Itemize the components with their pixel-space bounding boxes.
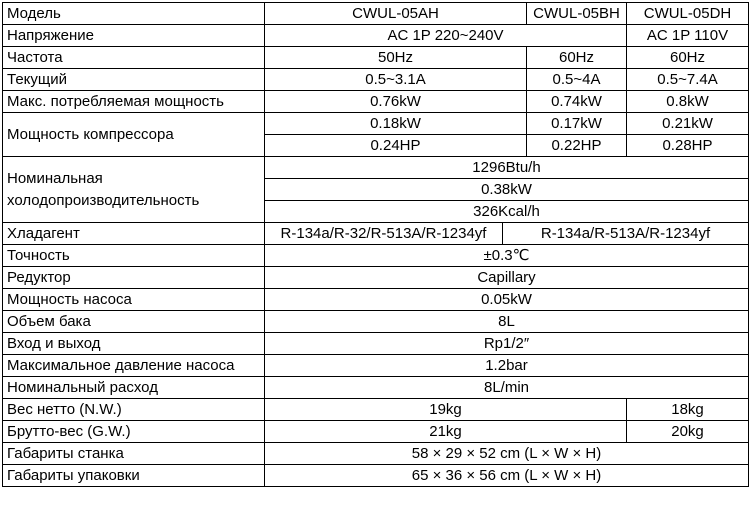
gross-weight-d: 20kg bbox=[627, 421, 749, 443]
row-pump-power bbox=[3, 289, 749, 311]
label-reducer: Редуктор bbox=[3, 267, 265, 289]
label-package-dims: Габариты упаковки bbox=[3, 465, 265, 487]
compressor-kw-d: 0.21kW bbox=[627, 113, 749, 135]
row-package-dims bbox=[3, 465, 749, 487]
label-flow: Номинальный расход bbox=[3, 377, 265, 399]
row-net-weight bbox=[3, 399, 749, 421]
compressor-kw-a: 0.18kW bbox=[265, 113, 527, 135]
label-voltage: Напряжение bbox=[3, 25, 265, 47]
cooling-kw: 0.38kW bbox=[265, 179, 749, 201]
row-model bbox=[3, 3, 749, 25]
max-power-d: 0.8kW bbox=[627, 91, 749, 113]
compressor-hp-a: 0.24HP bbox=[265, 135, 527, 157]
refrigerant-a: R-134a/R-32/R-513A/R-1234yf bbox=[265, 223, 503, 245]
row-inlet-outlet bbox=[3, 333, 749, 355]
reducer-value: Capillary bbox=[265, 267, 749, 289]
row-precision bbox=[3, 245, 749, 267]
row-current bbox=[3, 69, 749, 91]
max-power-b: 0.74kW bbox=[527, 91, 627, 113]
gross-weight-ab: 21kg bbox=[265, 421, 627, 443]
row-voltage bbox=[3, 25, 749, 47]
label-tank: Объем бака bbox=[3, 311, 265, 333]
row-frequency bbox=[3, 47, 749, 69]
current-a: 0.5~3.1A bbox=[265, 69, 527, 91]
pump-pressure-value: 1.2bar bbox=[265, 355, 749, 377]
tank-value: 8L bbox=[265, 311, 749, 333]
precision-value: ±0.3℃ bbox=[265, 245, 749, 267]
label-model: Модель bbox=[3, 3, 265, 25]
current-d: 0.5~7.4A bbox=[627, 69, 749, 91]
frequency-b: 60Hz bbox=[527, 47, 627, 69]
model-b: CWUL-05BH bbox=[527, 3, 627, 25]
row-flow bbox=[3, 377, 749, 399]
label-net-weight: Вес нетто (N.W.) bbox=[3, 399, 265, 421]
machine-dims-value: 58 × 29 × 52 cm (L × W × H) bbox=[265, 443, 749, 465]
voltage-ab: AC 1P 220~240V bbox=[265, 25, 627, 47]
label-refrigerant: Хладагент bbox=[3, 223, 265, 245]
pump-power-value: 0.05kW bbox=[265, 289, 749, 311]
model-d: CWUL-05DH bbox=[627, 3, 749, 25]
label-max-power: Макс. потребляемая мощность bbox=[3, 91, 265, 113]
net-weight-ab: 19kg bbox=[265, 399, 627, 421]
label-compressor-power: Мощность компрессора bbox=[3, 113, 265, 157]
row-refrigerant bbox=[3, 223, 749, 245]
label-cooling-capacity: Номинальная холодопроизводительность bbox=[3, 157, 265, 223]
flow-value: 8L/min bbox=[265, 377, 749, 399]
cooling-kcal: 326Kcal/h bbox=[265, 201, 749, 223]
label-gross-weight: Брутто-вес (G.W.) bbox=[3, 421, 265, 443]
row-tank bbox=[3, 311, 749, 333]
label-pump-power: Мощность насоса bbox=[3, 289, 265, 311]
row-compressor-kw bbox=[3, 113, 749, 135]
label-machine-dims: Габариты станка bbox=[3, 443, 265, 465]
current-b: 0.5~4A bbox=[527, 69, 627, 91]
voltage-d: AC 1P 110V bbox=[627, 25, 749, 47]
max-power-a: 0.76kW bbox=[265, 91, 527, 113]
inlet-outlet-value: Rp1/2″ bbox=[265, 333, 749, 355]
label-frequency: Частота bbox=[3, 47, 265, 69]
row-max-power bbox=[3, 91, 749, 113]
compressor-hp-d: 0.28HP bbox=[627, 135, 749, 157]
package-dims-value: 65 × 36 × 56 cm (L × W × H) bbox=[265, 465, 749, 487]
frequency-a: 50Hz bbox=[265, 47, 527, 69]
label-current: Текущий bbox=[3, 69, 265, 91]
row-gross-weight bbox=[3, 421, 749, 443]
net-weight-d: 18kg bbox=[627, 399, 749, 421]
spec-table bbox=[2, 2, 749, 487]
refrigerant-bd: R-134a/R-513A/R-1234yf bbox=[503, 223, 749, 245]
frequency-d: 60Hz bbox=[627, 47, 749, 69]
model-a: CWUL-05AH bbox=[265, 3, 527, 25]
compressor-hp-b: 0.22HP bbox=[527, 135, 627, 157]
row-machine-dims bbox=[3, 443, 749, 465]
row-reducer bbox=[3, 267, 749, 289]
compressor-kw-b: 0.17kW bbox=[527, 113, 627, 135]
label-inlet-outlet: Вход и выход bbox=[3, 333, 265, 355]
row-pump-pressure bbox=[3, 355, 749, 377]
label-pump-pressure: Максимальное давление насоса bbox=[3, 355, 265, 377]
label-precision: Точность bbox=[3, 245, 265, 267]
cooling-btu: 1296Btu/h bbox=[265, 157, 749, 179]
row-cooling-btu bbox=[3, 157, 749, 179]
